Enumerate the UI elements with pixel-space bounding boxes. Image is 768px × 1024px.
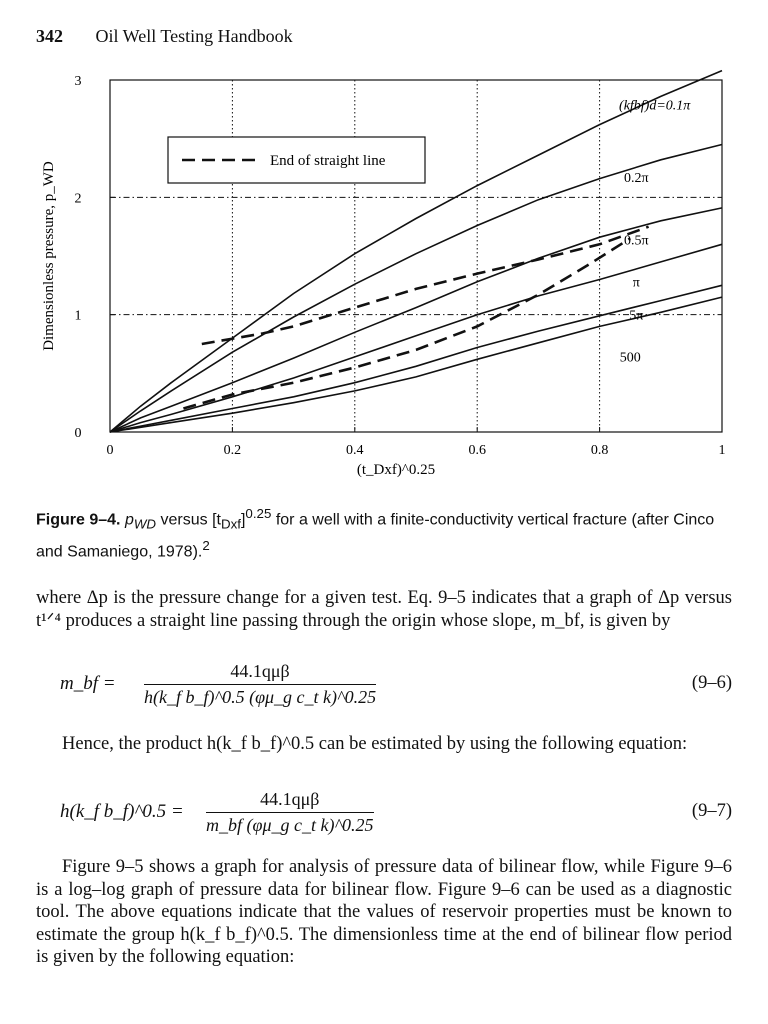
curve-label-4: π <box>632 275 640 291</box>
chart-ticks <box>75 74 726 458</box>
curve-label-1: (kfbf)d=0.1π <box>619 98 691 114</box>
caption-versus: versus [t <box>156 511 221 529</box>
paragraph-1: where Δp is the pressure change for a given test. Eq. 9–5 indicates that a graph of Δp versus t¹ᐟ⁴ produces a straight line passing through the origin whose slope, m_bf, is given by <box>36 588 732 631</box>
curve-label-5: 5π <box>629 308 644 324</box>
eq2-denominator: m_bf (φμ_g c_t k)^0.25 <box>206 815 374 835</box>
equation-9-7 <box>36 783 732 843</box>
eq1-numerator: 44.1qμβ <box>144 661 376 685</box>
paragraph-3: Figure 9–5 shows a graph for analysis of pressure data of bilinear flow, while Figure 9–6 is a log–log graph of pressure data for bilinear flow. Figure 9–6 can be used as a diagnostic tool. The above equations indicate that the values of reservoir properties must be known to estimate the group h(k_f b_f)^0.5. The dimensionless time at the end of bilinear flow period is given by the following equation: <box>36 857 732 967</box>
chart-series <box>110 71 722 432</box>
figure-caption: Figure 9–4. $p_{WD}$ versus $[t_{Dxf}]^{0.25}$ for a well with a finite-conductivity vertical fracture (after Cinco and Samaniego, 1978).$^2$ <box>36 506 715 560</box>
curve-label-3: 0.5π <box>624 233 649 249</box>
equation-9-6 <box>36 655 732 715</box>
caption-sub: Dxf <box>220 516 241 532</box>
figure-label: Figure 9–4. <box>36 511 121 529</box>
page-header <box>36 26 293 47</box>
eq1-fraction <box>144 661 376 708</box>
plot-frame <box>110 80 722 432</box>
paragraph-2: Hence, the product h(k_f b_f)^0.5 can be estimated by using the following equation: <box>62 734 688 754</box>
y-tick-label: 2 <box>74 191 82 207</box>
page-number: 342 <box>36 26 63 46</box>
eq2-lhs: h(k_f b_f)^0.5 = <box>60 801 184 822</box>
end-of-straight-line-2 <box>183 238 630 408</box>
x-tick-label: 1 <box>718 443 726 458</box>
caption-rest: for a well with a finite-conductivity vertical fracture (after Cinco and Samaniego, 1978). <box>36 511 715 560</box>
caption-pwd-sub: WD <box>133 516 157 532</box>
book-title: Oil Well Testing Handbook <box>95 26 293 46</box>
chart-grid <box>110 80 722 432</box>
y-tick-label: 0 <box>74 426 82 441</box>
end-of-straight-line-1 <box>202 227 649 344</box>
eq1-number: (9–6) <box>691 673 732 693</box>
curve-label-2: 0.2π <box>624 171 649 187</box>
caption-exp: 0.25 <box>245 506 272 521</box>
caption-pwd: p <box>124 511 134 529</box>
eq1-lhs: m_bf = <box>60 673 116 694</box>
curve-labels <box>619 98 691 365</box>
eq1-denominator: h(k_f b_f)^0.5 (φμ_g c_t k)^0.25 <box>144 687 377 707</box>
legend <box>168 137 425 183</box>
series-line-4 <box>110 244 722 432</box>
x-tick-label: 0.4 <box>346 443 364 458</box>
x-tick-label: 0.8 <box>590 443 609 458</box>
legend-label: End of straight line <box>270 153 386 169</box>
y-tick-label: 1 <box>74 308 82 324</box>
series-line-1 <box>110 71 722 432</box>
caption-ref: 2 <box>202 537 210 553</box>
x-tick-label: 0.6 <box>468 443 486 458</box>
y-tick-label: 3 <box>74 74 82 89</box>
pwd-chart <box>0 60 768 490</box>
x-tick-label: 0 <box>106 443 114 458</box>
eq2-numerator: 44.1qμβ <box>206 789 374 813</box>
eq2-number: (9–7) <box>691 801 732 821</box>
eq2-fraction <box>206 789 374 836</box>
x-axis-label: (t_Dxf)^0.25 <box>356 462 436 478</box>
y-axis-label: Dimensionless pressure, p_WD <box>41 161 57 351</box>
curve-label-6: 500 <box>619 350 641 366</box>
x-tick-label: 0.2 <box>223 443 242 458</box>
